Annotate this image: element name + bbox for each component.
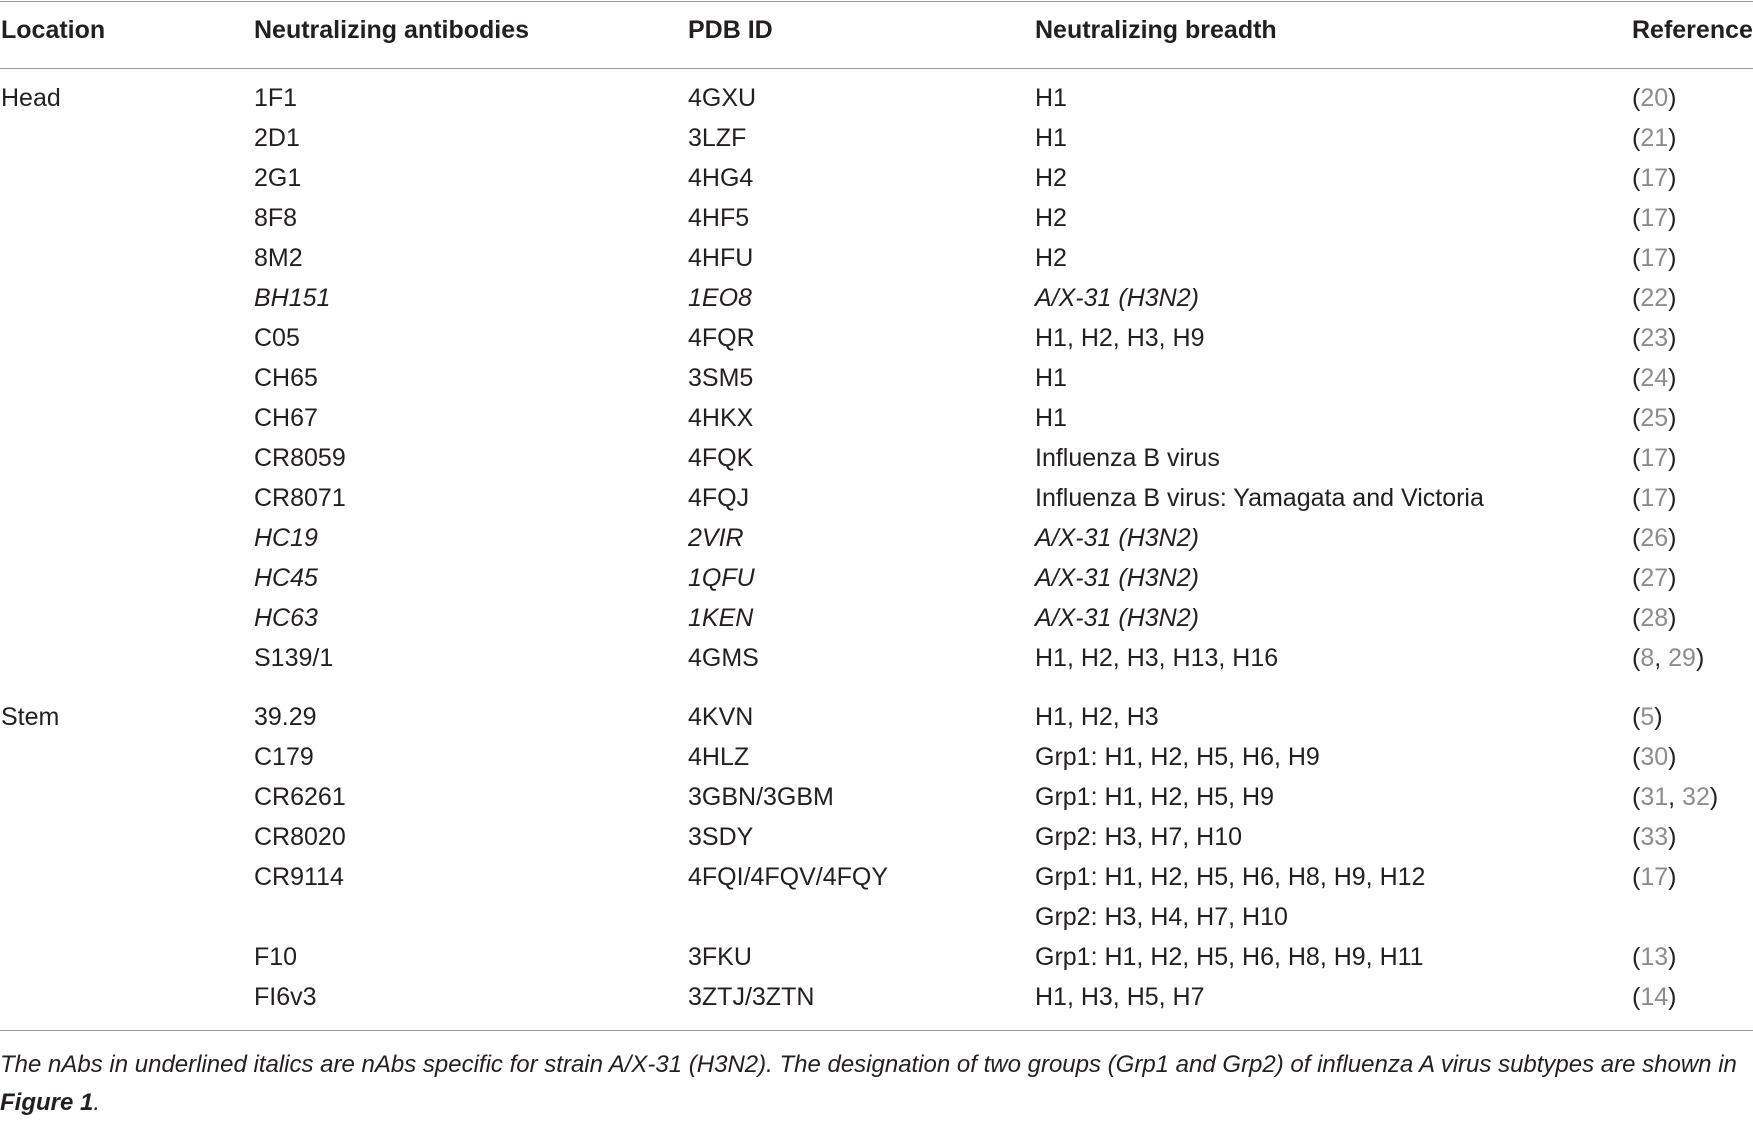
pdb-id-cell: 3SDY [688, 823, 754, 851]
pdb-id-cell: 4FQJ [688, 484, 750, 512]
reference-link[interactable]: 14 [1640, 983, 1669, 1011]
breadth-cell: A/X-31 (H3N2) [1035, 524, 1199, 552]
breadth-cell: Grp1: H1, H2, H5, H6, H8, H9, H11 [1035, 943, 1424, 971]
reference-cell: (26) [1632, 524, 1677, 552]
antibody-cell: C179 [254, 743, 314, 771]
reference-cell: (20) [1632, 84, 1677, 112]
breadth-cell: Grp1: H1, H2, H5, H6, H8, H9, H12 [1035, 863, 1426, 891]
reference-cell: (13) [1632, 943, 1677, 971]
pdb-id-cell: 4HKX [688, 404, 754, 432]
breadth-cell: Grp2: H3, H7, H10 [1035, 823, 1243, 851]
reference-cell: (14) [1632, 983, 1677, 1011]
antibody-cell: 8F8 [254, 204, 298, 232]
header-pdb-id: PDB ID [688, 16, 773, 44]
antibody-cell: 2G1 [254, 164, 302, 192]
reference-link[interactable]: 17 [1640, 863, 1669, 891]
figure-link[interactable]: Figure 1 [0, 1089, 94, 1116]
reference-link[interactable]: 17 [1640, 164, 1669, 192]
reference-cell: (21) [1632, 124, 1677, 152]
table-row [0, 600, 1753, 640]
breadth-cell: H1 [1035, 84, 1067, 112]
antibody-cell: HC63 [254, 604, 318, 632]
table-row [0, 520, 1753, 560]
reference-link[interactable]: 17 [1640, 204, 1669, 232]
breadth-cell: H1, H3, H5, H7 [1035, 983, 1205, 1011]
reference-cell: (17) [1632, 244, 1677, 272]
pdb-id-cell: 1KEN [688, 604, 754, 632]
breadth-cell: H2 [1035, 244, 1067, 272]
pdb-id-cell: 4FQR [688, 324, 755, 352]
breadth-cell: H1 [1035, 364, 1067, 392]
antibody-cell: BH151 [254, 284, 331, 312]
antibody-cell: CR8059 [254, 444, 346, 472]
header-breadth: Neutralizing breadth [1035, 16, 1277, 44]
antibody-cell: 1F1 [254, 84, 298, 112]
table-row [0, 200, 1753, 240]
pdb-id-cell: 4HFU [688, 244, 754, 272]
antibody-cell: HC45 [254, 564, 318, 592]
breadth-cell: Influenza B virus [1035, 444, 1220, 472]
table-row [0, 699, 1753, 739]
location-cell: Stem [1, 703, 60, 731]
antibody-cell: FI6v3 [254, 983, 317, 1011]
reference-cell: (17) [1632, 164, 1677, 192]
reference-link[interactable]: 26 [1640, 524, 1669, 552]
breadth-cell: A/X-31 (H3N2) [1035, 604, 1199, 632]
reference-cell: (5) [1632, 703, 1663, 731]
table-footnote [0, 1046, 1753, 1122]
table-row [0, 240, 1753, 280]
reference-cell: (8, 29) [1632, 644, 1705, 672]
pdb-id-cell: 4HLZ [688, 743, 750, 771]
breadth-cell: Influenza B virus: Yamagata and Victoria [1035, 484, 1484, 512]
reference-link[interactable]: 8 [1640, 644, 1655, 672]
reference-cell: (22) [1632, 284, 1677, 312]
table-row [0, 859, 1753, 899]
pdb-id-cell: 4FQI/4FQV/4FQY [688, 863, 889, 891]
table-row [0, 80, 1753, 120]
breadth-cell: H1, H2, H3, H13, H16 [1035, 644, 1279, 672]
table-row [0, 400, 1753, 440]
table-row [0, 560, 1753, 600]
antibody-cell: HC19 [254, 524, 318, 552]
reference-link[interactable]: 21 [1640, 124, 1669, 152]
reference-link[interactable]: 31 [1640, 783, 1669, 811]
table-row [0, 899, 1753, 939]
reference-cell: (17) [1632, 204, 1677, 232]
pdb-id-cell: 3LZF [688, 124, 747, 152]
reference-cell: (24) [1632, 364, 1677, 392]
antibody-cell: F10 [254, 943, 298, 971]
location-cell: Head [1, 84, 61, 112]
antibody-cell: CR8020 [254, 823, 346, 851]
pdb-id-cell: 3ZTJ/3ZTN [688, 983, 815, 1011]
reference-link[interactable]: 20 [1640, 84, 1669, 112]
table-row [0, 939, 1753, 979]
table-header-row [0, 0, 1753, 68]
header-location: Location [1, 16, 106, 44]
table-row [0, 739, 1753, 779]
antibody-cell: CH65 [254, 364, 318, 392]
breadth-cell: H1, H2, H3, H9 [1035, 324, 1205, 352]
reference-link[interactable]: 17 [1640, 484, 1669, 512]
table-row [0, 320, 1753, 360]
reference-link[interactable]: 24 [1640, 364, 1669, 392]
breadth-cell: H1 [1035, 124, 1067, 152]
pdb-id-cell: 4HF5 [688, 204, 750, 232]
table-header-rule [0, 68, 1753, 69]
table-row [0, 979, 1753, 1019]
reference-cell: (27) [1632, 564, 1677, 592]
reference-cell: (25) [1632, 404, 1677, 432]
breadth-cell: A/X-31 (H3N2) [1035, 284, 1199, 312]
reference-cell: (28) [1632, 604, 1677, 632]
antibody-cell: CR6261 [254, 783, 346, 811]
table-row [0, 160, 1753, 200]
reference-link[interactable]: 22 [1640, 284, 1669, 312]
antibody-cell: 8M2 [254, 244, 303, 272]
reference-link[interactable]: 17 [1640, 444, 1669, 472]
antibody-cell: C05 [254, 324, 300, 352]
table-row [0, 440, 1753, 480]
reference-cell: (17) [1632, 444, 1677, 472]
reference-cell: (30) [1632, 743, 1677, 771]
reference-cell: (23) [1632, 324, 1677, 352]
reference-link[interactable]: 33 [1640, 823, 1669, 851]
pdb-id-cell: 1QFU [688, 564, 755, 592]
reference-link[interactable]: 13 [1640, 943, 1669, 971]
pdb-id-cell: 4FQK [688, 444, 754, 472]
pdb-id-cell: 3FKU [688, 943, 752, 971]
pdb-id-cell: 1EO8 [688, 284, 752, 312]
antibody-cell: CR9114 [254, 863, 344, 891]
pdb-id-cell: 4GMS [688, 644, 759, 672]
antibody-cell: CH67 [254, 404, 318, 432]
header-reference: Reference [1632, 16, 1753, 44]
pdb-id-cell: 2VIR [688, 524, 744, 552]
reference-link[interactable]: 23 [1640, 324, 1669, 352]
reference-link[interactable]: 27 [1640, 564, 1669, 592]
reference-cell: (17) [1632, 863, 1677, 891]
table-row [0, 360, 1753, 400]
antibody-cell: 2D1 [254, 124, 300, 152]
reference-link[interactable]: 28 [1640, 604, 1669, 632]
reference-cell: (31, 32) [1632, 783, 1719, 811]
table-row [0, 120, 1753, 160]
antibody-cell: S139/1 [254, 644, 334, 672]
footnote-end: . [93, 1089, 101, 1116]
pdb-id-cell: 3GBN/3GBM [688, 783, 834, 811]
header-antibodies: Neutralizing antibodies [254, 16, 530, 44]
reference-cell: (33) [1632, 823, 1677, 851]
breadth-cell: H2 [1035, 164, 1067, 192]
table-row [0, 640, 1753, 680]
pdb-id-cell: 3SM5 [688, 364, 754, 392]
reference-link[interactable]: 29 [1668, 644, 1696, 672]
reference-link[interactable]: 5 [1640, 703, 1655, 731]
breadth-cell: H1, H2, H3 [1035, 703, 1159, 731]
breadth-cell: A/X-31 (H3N2) [1035, 564, 1199, 592]
pdb-id-cell: 4KVN [688, 703, 754, 731]
footnote-text: The nAbs in underlined italics are nAbs specific for strain A/X-31 (H3N2). The designation of two groups (Grp1 and Grp2) of influenza A virus subtypes are shown in [0, 1051, 1737, 1078]
table-bottom-rule [0, 1030, 1753, 1031]
reference-link[interactable]: 32 [1682, 783, 1710, 811]
breadth-cell: Grp2: H3, H4, H7, H10 [1035, 903, 1288, 931]
breadth-cell: Grp1: H1, H2, H5, H9 [1035, 783, 1274, 811]
table-body [0, 80, 1753, 1019]
reference-cell: (17) [1632, 484, 1677, 512]
table-row [0, 779, 1753, 819]
reference-link[interactable]: 25 [1640, 404, 1669, 432]
pdb-id-cell: 4GXU [688, 84, 757, 112]
antibody-cell: 39.29 [254, 703, 317, 731]
reference-link[interactable]: 17 [1640, 244, 1669, 272]
table-row [0, 819, 1753, 859]
table-row [0, 280, 1753, 320]
breadth-cell: H1 [1035, 404, 1067, 432]
pdb-id-cell: 4HG4 [688, 164, 754, 192]
reference-link[interactable]: 30 [1640, 743, 1669, 771]
antibody-cell: CR8071 [254, 484, 346, 512]
table-row [0, 480, 1753, 520]
breadth-cell: H2 [1035, 204, 1067, 232]
breadth-cell: Grp1: H1, H2, H5, H6, H9 [1035, 743, 1320, 771]
